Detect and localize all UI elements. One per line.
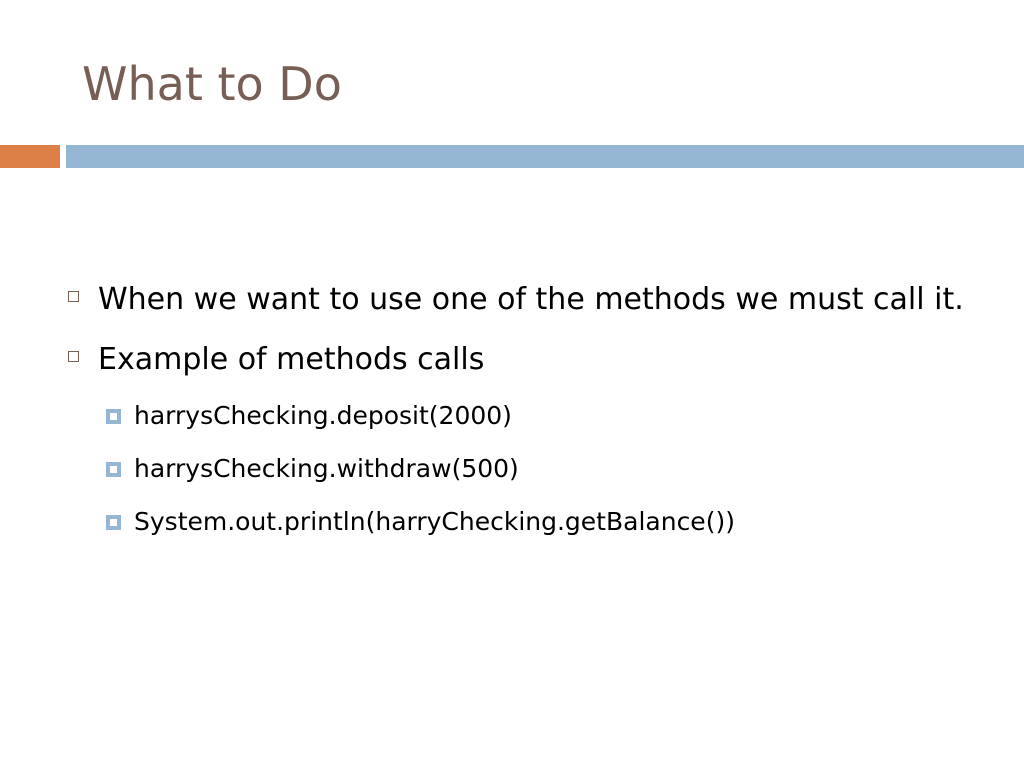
slide-title: What to Do — [82, 57, 342, 111]
sub-bullet-item — [0, 503, 1024, 541]
accent-bar-blue — [66, 145, 1024, 168]
sub-bullet-text: harrysChecking.withdraw(500) — [134, 454, 519, 483]
hollow-square-bullet-icon — [68, 351, 79, 362]
sub-bullet-text: harrysChecking.deposit(2000) — [134, 401, 512, 430]
bullet-item — [0, 337, 1024, 383]
slide-body — [0, 277, 1024, 556]
sub-bullet-item — [0, 397, 1024, 435]
sub-bullet-text: System.out.println(harryChecking.getBalance()) — [134, 507, 735, 536]
sub-bullet-item — [0, 450, 1024, 488]
bullet-text: When we want to use one of the methods we must call it. — [98, 282, 964, 317]
filled-square-bullet-icon — [106, 462, 121, 477]
accent-bar-orange — [0, 145, 60, 168]
filled-square-bullet-icon — [106, 515, 121, 530]
filled-square-bullet-icon — [106, 409, 121, 424]
bullet-item — [0, 277, 1024, 323]
bullet-text: Example of methods calls — [98, 342, 485, 377]
hollow-square-bullet-icon — [68, 291, 79, 302]
